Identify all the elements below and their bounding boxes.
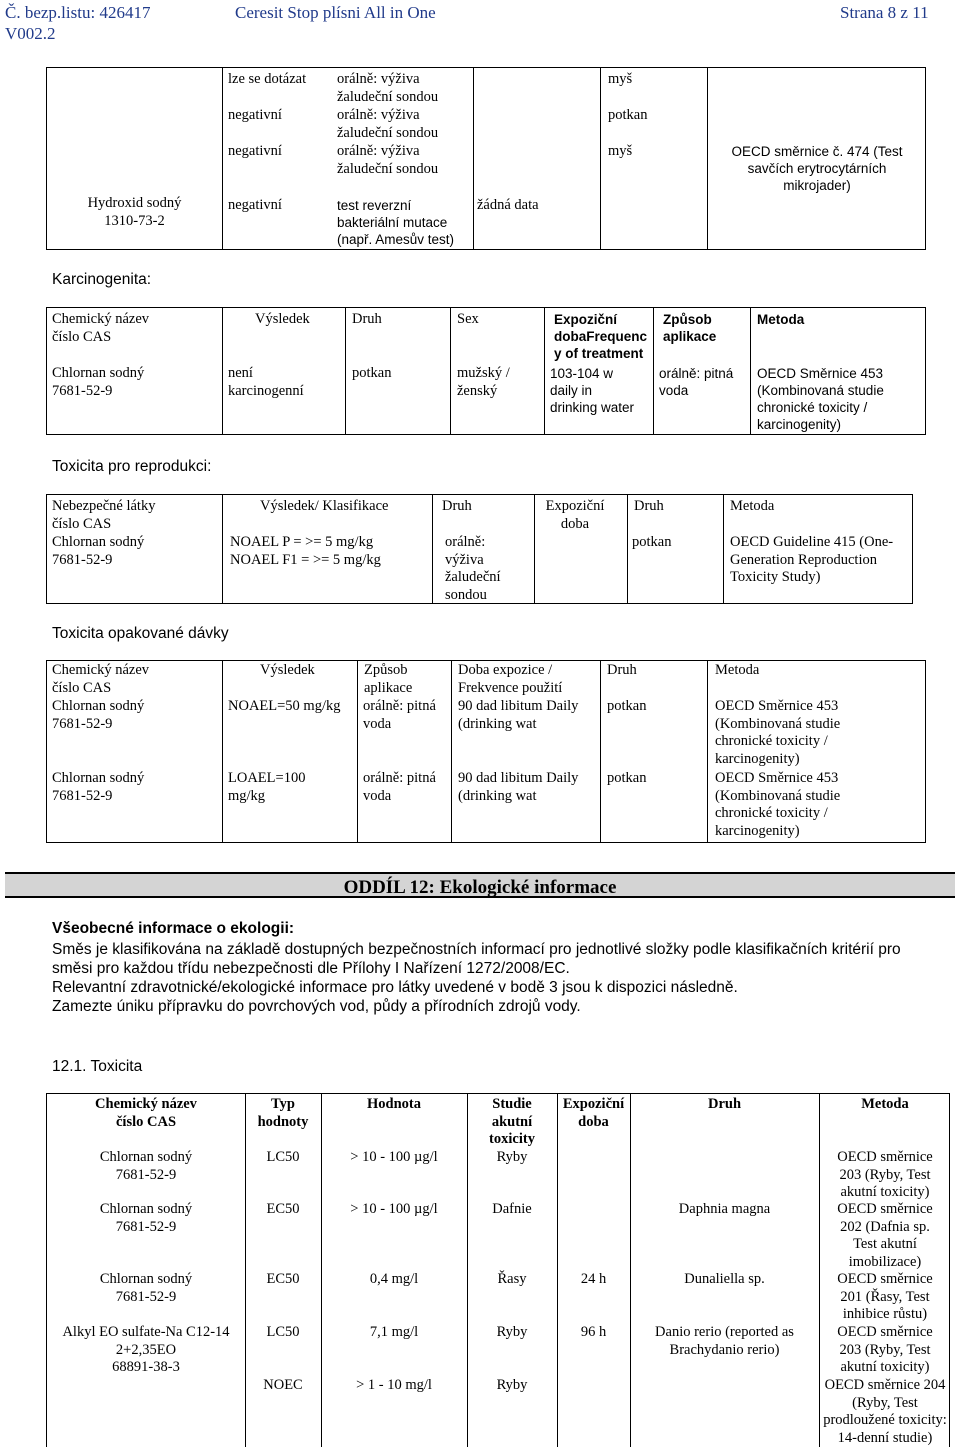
product-name: Ceresit Stop plísni All in One <box>235 3 436 22</box>
paragraph-line: Zamezte úniku přípravku do povrchových vod, půdy a přírodních zdrojů vody. <box>52 998 581 1015</box>
col-header-exposure: Expoziční dobaFrequenc y of treatment <box>554 312 648 361</box>
cell-exposure: 90 dad libitum Daily (drinking wat <box>458 698 579 732</box>
cell-species: potkan <box>632 534 672 550</box>
route-cell: orálně: výživa žaludeční sondou <box>337 143 439 177</box>
cell-value: 0,4 mg/l <box>369 1271 419 1287</box>
cell-exposure: 103-104 w daily in drinking water <box>550 366 635 415</box>
col-header-name: Chemický název číslo CAS <box>52 311 150 345</box>
cell-method: OECD směrnice 203 (Ryby, Test akutní toxicity) <box>837 1324 933 1375</box>
cell-species: potkan <box>607 698 647 714</box>
subsection-toxicity-title: 12.1. Toxicita <box>52 1058 143 1075</box>
route-cell: orálně: výživa žaludeční sondou <box>337 71 439 105</box>
reproductive-title: Toxicita pro reprodukci: <box>52 458 212 475</box>
result-cell: negativní <box>228 197 282 213</box>
cell-name: Alkyl EO sulfate-Na C12-14 2+2,35EO 68891-38-3 <box>62 1324 230 1375</box>
col-header-result: Výsledek <box>255 311 310 327</box>
cell-name: Chlornan sodný 7681-52-9 <box>52 770 145 804</box>
cell-value: > 10 - 100 µg/l <box>350 1149 438 1165</box>
section-12-heading <box>5 872 955 898</box>
cell-route: orálně: pitná voda <box>659 366 734 398</box>
repeated-dose-table <box>46 660 926 843</box>
col-header-method: Metoda <box>715 662 760 678</box>
col-header-sex: Sex <box>457 311 479 327</box>
col-header-route: Způsob aplikace <box>364 662 413 696</box>
substance-name: Hydroxid sodný 1310-73-2 <box>87 195 182 229</box>
col-header-study: Studie akutní toxicity <box>489 1096 535 1147</box>
paragraph-line: Relevantní zdravotnické/ekologické informace pro látky uvedené v bodě 3 jsou k dispozici následně. <box>52 979 738 996</box>
sheet-number: Č. bezp.listu: 426417 <box>5 3 151 22</box>
carcinogenicity-title: Karcinogenita: <box>52 271 152 288</box>
result-cell: negativní <box>228 143 282 159</box>
col-header-exposure: Expoziční doba <box>562 1096 625 1130</box>
section-12-title: ODDÍL 12: Ekologické informace <box>343 877 617 898</box>
cell-value: > 1 - 10 mg/l <box>356 1377 432 1393</box>
cell-result: není karcinogenní <box>228 365 304 399</box>
cell-species: potkan <box>352 365 392 381</box>
cell-study: Řasy <box>497 1271 527 1287</box>
cell-name: Chlornan sodný 7681-52-9 <box>52 698 145 732</box>
species-cell: potkan <box>608 107 648 123</box>
col-header-name: Nebezpečné látky číslo CAS <box>52 498 156 532</box>
carcinogenicity-table <box>46 307 926 435</box>
col-header-species: Druh <box>707 1096 742 1112</box>
col-header-name: Chemický název číslo CAS <box>95 1096 197 1130</box>
cell-name: Chlornan sodný 7681-52-9 <box>52 534 145 568</box>
col-header-exposure: Doba expozice / Frekvence použití <box>458 662 563 696</box>
col-header-species: Druh <box>607 662 637 678</box>
col-header-method: Metoda <box>861 1096 909 1112</box>
repeated-title: Toxicita opakované dávky <box>52 625 229 642</box>
cell-exposure: 24 h <box>580 1271 607 1287</box>
cell-method: OECD Směrnice 453 (Kombinovaná studie chronické toxicity / karcinogenity) <box>757 366 884 432</box>
cell-name: Chlornan sodný 7681-52-9 <box>99 1201 193 1235</box>
paragraph-line: Směs je klasifikována na základě dostupných bezpečnostních informací pro jednotlivé složky podle klasifikačních kritérií pro <box>52 941 901 958</box>
cell-name: Chlornan sodný 7681-52-9 <box>52 365 145 399</box>
col-header-exposure: Expoziční doba <box>545 498 605 532</box>
col-header-species: Druh <box>352 311 382 327</box>
result-cell: negativní <box>228 107 282 123</box>
ecology-general-text <box>52 940 901 1016</box>
cell-type: LC50 <box>266 1149 300 1165</box>
col-header-method: Metoda <box>757 312 805 327</box>
page-number: Strana 8 z 11 <box>840 3 929 22</box>
version-label: V002.2 <box>5 24 56 43</box>
species-cell: myš <box>608 143 633 159</box>
cell-type: EC50 <box>266 1201 300 1217</box>
col-header-result: Výsledek <box>260 662 315 678</box>
cell-study: Ryby <box>496 1377 528 1393</box>
col-header-route: Způsob aplikace <box>663 312 717 344</box>
cell-method: OECD Guideline 415 (One- Generation Reproduction Toxicity Study) <box>730 534 894 585</box>
cell-method: OECD směrnice 201 (Řasy, Test inhibice růstu) <box>837 1271 933 1322</box>
method-cell: OECD směrnice č. 474 (Test savčích erytrocytárních mikrojader) <box>731 144 903 193</box>
cell-method: OECD Směrnice 453 (Kombinovaná studie chronické toxicity / karcinogenity) <box>715 698 841 767</box>
cell-type: LC50 <box>266 1324 300 1340</box>
cell-species: Dunaliella sp. <box>684 1271 765 1287</box>
cell-species: potkan <box>607 770 647 786</box>
cell-method: OECD směrnice 204 (Ryby, Test prodloužené toxicity: 14-denní studie) <box>823 1377 947 1446</box>
cell-method: OECD směrnice 202 (Dafnia sp. Test akutní imobilizace) <box>837 1201 933 1270</box>
cell-sex: mužský / ženský <box>457 365 510 399</box>
cell-value: 7,1 mg/l <box>369 1324 419 1340</box>
exposure-cell: žádná data <box>477 197 539 213</box>
result-cell: lze se dotázat <box>228 71 307 87</box>
col-header-type: Typ hodnoty <box>257 1096 309 1130</box>
cell-study: Ryby <box>496 1149 528 1165</box>
cell-study: Ryby <box>496 1324 528 1340</box>
route-cell: orálně: výživa žaludeční sondou <box>337 107 439 141</box>
col-header-method: Metoda <box>730 498 775 514</box>
cell-route: orálně: výživa žaludeční sondou <box>445 534 501 603</box>
col-header-route: Druh <box>442 498 472 514</box>
col-header-name: Chemický název číslo CAS <box>52 662 150 696</box>
cell-value: > 10 - 100 µg/l <box>350 1201 438 1217</box>
cell-study: Dafnie <box>492 1201 532 1217</box>
cell-result: NOAEL P = >= 5 mg/kg NOAEL F1 = >= 5 mg/kg <box>230 534 381 568</box>
ecotoxicity-table <box>46 1093 950 1447</box>
cell-exposure: 90 dad libitum Daily (drinking wat <box>458 770 579 804</box>
cell-type: EC50 <box>266 1271 300 1287</box>
cell-name: Chlornan sodný 7681-52-9 <box>99 1271 193 1305</box>
cell-name: Chlornan sodný 7681-52-9 <box>99 1149 193 1183</box>
route-cell: test reverzní bakteriální mutace (např. Amesův test) <box>337 198 455 247</box>
mutagenicity-table <box>46 67 926 250</box>
cell-species: Daphnia magna <box>678 1201 771 1217</box>
cell-type: NOEC <box>263 1377 303 1393</box>
paragraph-line: směsi pro každou třídu nebezpečnosti dle Přílohy I Nařízení 1272/2008/EC. <box>52 960 570 977</box>
cell-species: Danio rerio (reported as Brachydanio rerio) <box>655 1324 794 1358</box>
cell-method: OECD směrnice 203 (Ryby, Test akutní toxicity) <box>837 1149 933 1200</box>
cell-route: orálně: pitná voda <box>363 698 436 732</box>
cell-result: LOAEL=100 mg/kg <box>228 770 306 804</box>
cell-method: OECD Směrnice 453 (Kombinovaná studie chronické toxicity / karcinogenity) <box>715 770 841 839</box>
cell-result: NOAEL=50 mg/kg <box>228 698 341 714</box>
reproductive-table <box>46 494 913 604</box>
cell-exposure: 96 h <box>580 1324 607 1340</box>
ecology-general-title: Všeobecné informace o ekologii: <box>52 920 295 937</box>
col-header-value: Hodnota <box>367 1096 421 1112</box>
col-header-species: Druh <box>634 498 664 514</box>
col-header-result: Výsledek/ Klasifikace <box>260 498 389 514</box>
cell-route: orálně: pitná voda <box>363 770 436 804</box>
species-cell: myš <box>608 71 633 87</box>
